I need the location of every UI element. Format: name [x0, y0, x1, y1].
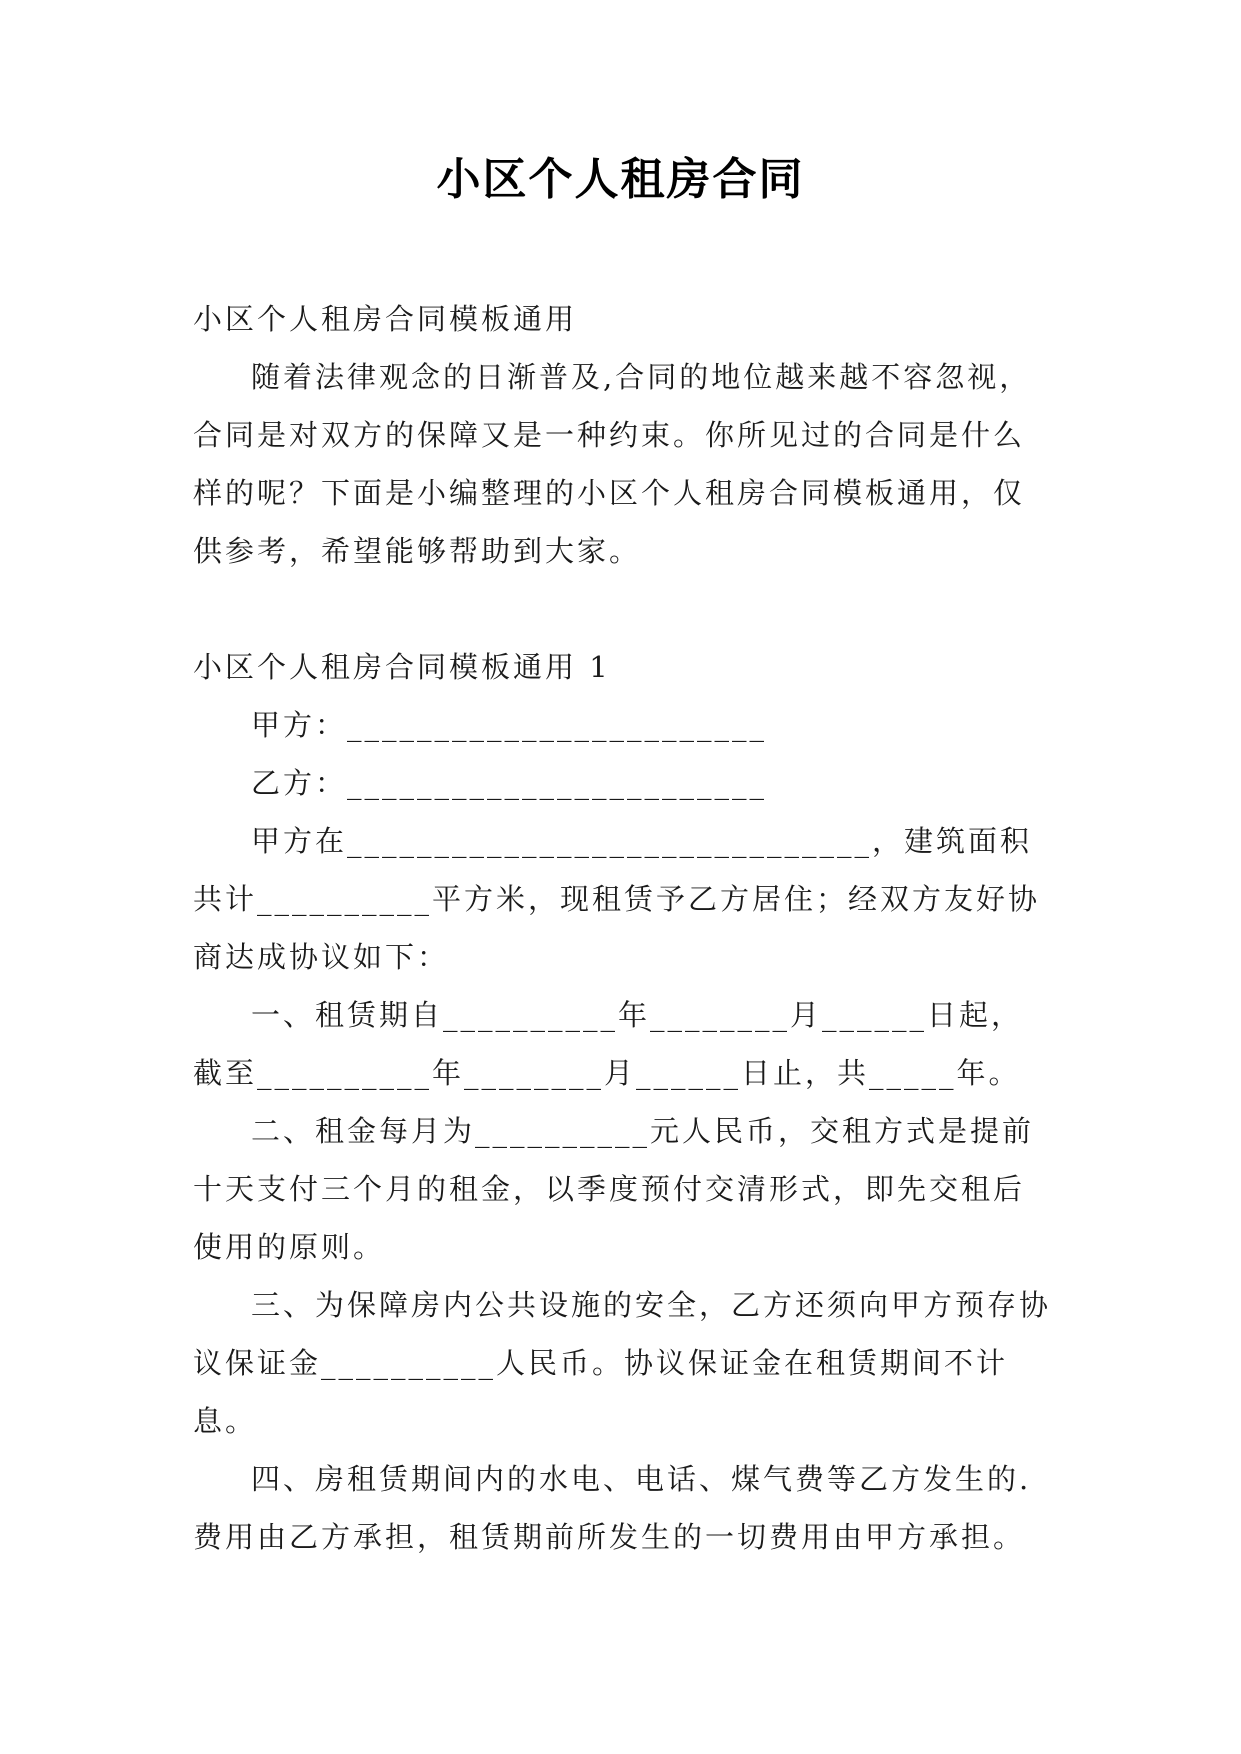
clause-deposit: 三、为保障房内公共设施的安全，乙方还须向甲方预存协议保证金__________人民币。协议保证金在租赁期间不计息。 — [193, 1288, 1052, 1438]
document-body — [193, 290, 1053, 1566]
intro-paragraph: 随着法律观念的日渐普及,合同的地位越来越不容忽视，合同是对双方的保障又是一种约束。你所见过的合同是什么样的呢？下面是小编整理的小区个人租房合同模板通用，仅供参考，希望能够帮助到大家。 — [193, 360, 1032, 568]
party-a-line: 甲方：________________________ — [251, 708, 768, 742]
section-heading: 小区个人租房合同模板通用 1 — [193, 650, 611, 684]
clause-lease-term: 一、租赁期自__________年________月______日起，截至__________年________月______日止，共_____年。 — [193, 998, 1024, 1090]
premises-paragraph: 甲方在______________________________，建筑面积共计__________平方米，现租赁予乙方居住；经双方友好协商达成协议如下： — [193, 824, 1041, 974]
document-title: 小区个人租房合同 — [436, 154, 805, 205]
party-b-line: 乙方：________________________ — [251, 766, 768, 800]
paragraph-spacer — [193, 580, 1053, 638]
clause-rent: 二、租金每月为__________元人民币，交租方式是提前十天支付三个月的租金，以季度预付交清形式，即先交租后使用的原则。 — [193, 1114, 1035, 1264]
clause-utilities: 四、房租赁期间内的水电、电话、煤气费等乙方发生的.费用由乙方承担，租赁期前所发生的一切费用由甲方承担。 — [193, 1462, 1032, 1554]
document-subtitle: 小区个人租房合同模板通用 — [193, 302, 578, 336]
